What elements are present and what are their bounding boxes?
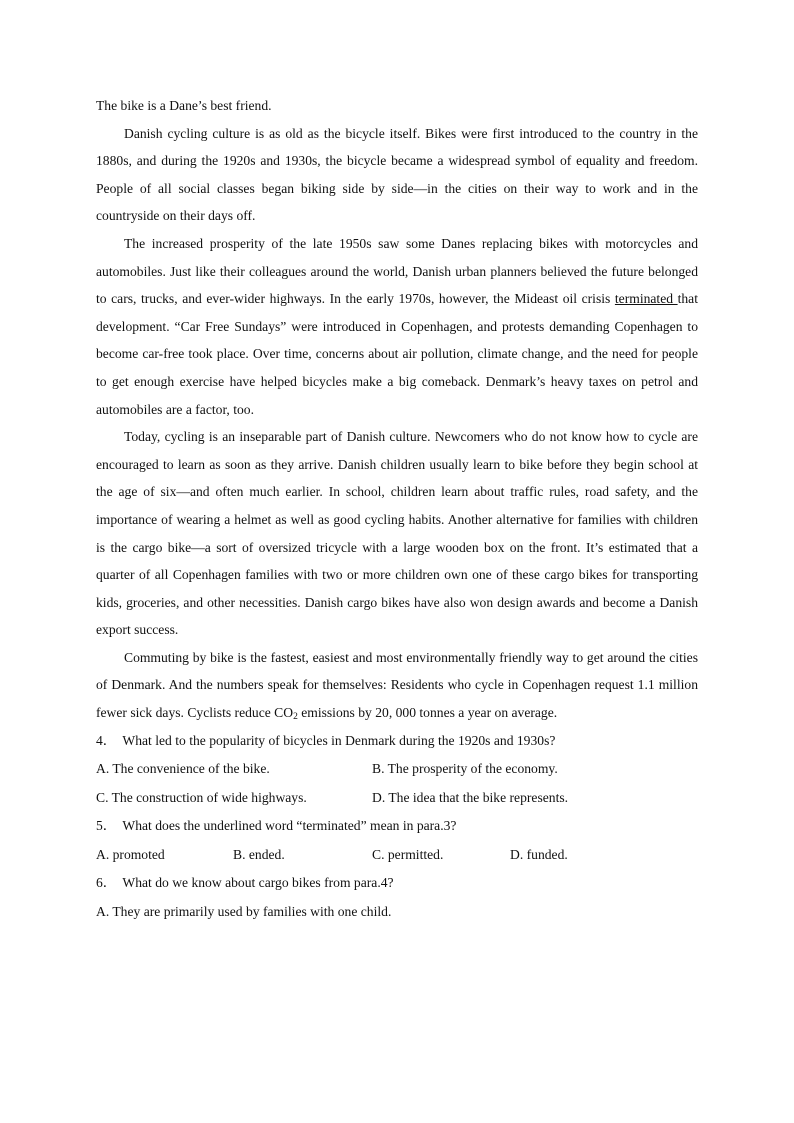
question-4-option-d[interactable]: D. The idea that the bike represents.	[372, 789, 569, 805]
question-4-number: 4．	[96, 732, 117, 748]
question-4-option-c[interactable]: C. The construction of wide highways.	[96, 789, 307, 805]
question-6-options	[96, 898, 698, 927]
question-5-option-c[interactable]: C. permitted.	[372, 846, 444, 862]
question-4	[96, 727, 698, 756]
paragraph-4-text-start: Commuting by bike is the fastest, easiest and most environmentally friendly way to get around the cities of Denmark. And the numbers speak for themselves: Residents who cycle in Copenhagen request 1.1 million fewer sick days. Cyclists reduce CO	[96, 649, 698, 721]
question-4-text: What led to the popularity of bicycles in Denmark during the 1920s and 1930s?	[122, 732, 556, 748]
paragraph-4-text-end: emissions by 20, 000 tonnes a year on average.	[297, 705, 558, 721]
underlined-word-terminated: terminated	[614, 291, 678, 307]
co2-subscript: 2	[293, 712, 298, 723]
passage-title: The bike is a Dane’s best friend.	[96, 98, 272, 113]
question-4-option-a[interactable]: A. The convenience of the bike.	[96, 761, 270, 777]
question-5-option-b[interactable]: B. ended.	[233, 846, 285, 862]
paragraph-4	[96, 644, 698, 727]
question-5	[96, 812, 698, 841]
question-4-options	[96, 755, 698, 812]
question-5-number: 5．	[96, 818, 117, 834]
document-page	[96, 92, 698, 926]
question-5-text: What does the underlined word “terminated” mean in para.3?	[122, 818, 457, 834]
question-5-options	[96, 841, 698, 870]
paragraph-2-text-end: that development. “Car Free Sundays” were introduced in Copenhagen, and protests demanding Copenhagen to become car-free took place. Over time, concerns about air pollution, climate change, and the need for people to get enough exercise have helped bicycles make a big comeback. Denmark’s heavy taxes on petrol and automobiles are a factor, too.	[96, 291, 698, 417]
question-4-option-b[interactable]: B. The prosperity of the economy.	[372, 761, 558, 777]
question-6	[96, 869, 698, 898]
question-6-number: 6．	[96, 875, 117, 891]
paragraph-2	[96, 230, 698, 423]
question-6-option-a[interactable]: A. They are primarily used by families with one child.	[96, 903, 392, 919]
question-5-option-a[interactable]: A. promoted	[96, 846, 165, 862]
paragraph-1: Danish cycling culture is as old as the bicycle itself. Bikes were first introduced to the country in the 1880s, and during the 1920s and 1930s, the bicycle became a widespread symbol of equality and freedom. People of all social classes began biking side by side—in the cities on their way to work and in the countryside on their days off.	[96, 125, 698, 224]
paragraph-2-text-start: The increased prosperity of the late 1950s saw some Danes replacing bikes with motorcycles and automobiles. Just like their colleagues around the world, Danish urban planners believed the future belonged to cars, trucks, and ever-wider highways. In the early 1970s, however, the Mideast oil crisis	[96, 235, 698, 307]
question-6-text: What do we know about cargo bikes from para.4?	[122, 875, 394, 891]
question-5-option-d[interactable]: D. funded.	[510, 846, 568, 862]
paragraph-3: Today, cycling is an inseparable part of Danish culture. Newcomers who do not know how to cycle are encouraged to learn as soon as they arrive. Danish children usually learn to bike before they begin school at the age of six—and often much earlier. In school, children learn about traffic rules, road safety, and the importance of wearing a helmet as well as good cycling habits. Another alternative for families with children is the cargo bike—a sort of oversized tricycle with a large wooden box on the front. It’s estimated that a quarter of all Copenhagen families with two or more children own one of these cargo bikes for transporting kids, groceries, and other necessities. Danish cargo bikes have also won design awards and become a Danish export success.	[96, 429, 698, 638]
